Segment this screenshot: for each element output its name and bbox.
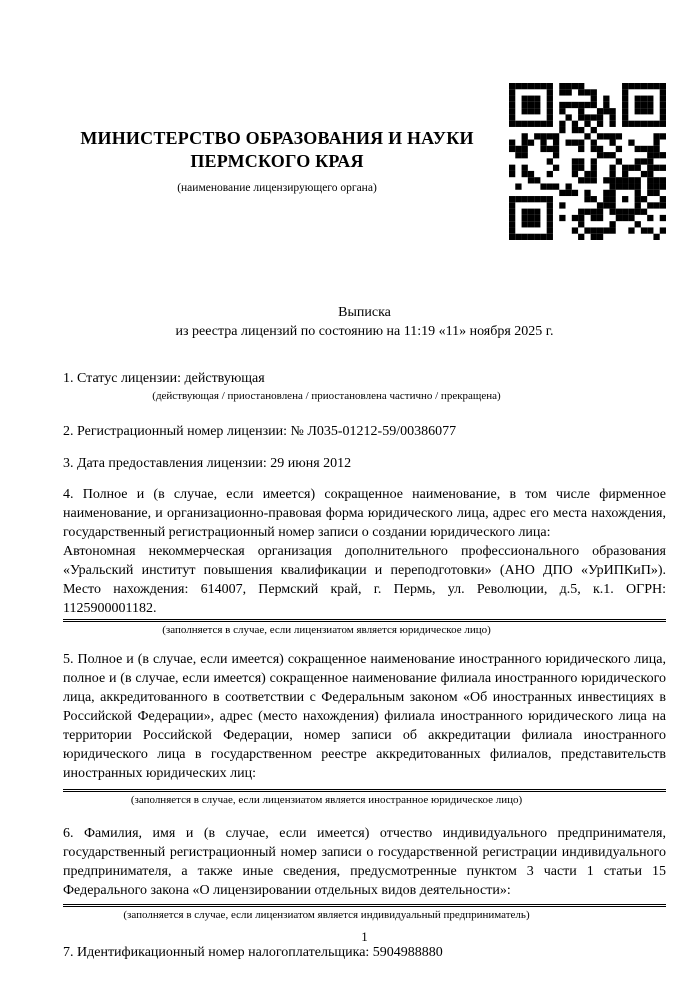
- item-5-label: 5. Полное и (в случае, если имеется) сокращенное наименование иностранного юридического лица, полное и (в случае, если имеется) сокращенное наименование филиала иностранного юридического лица, аккредитованного в соответствии с Федеральным законом «Об иностранных инвестициях в Российской Федерации», адрес (место нахождения) филиала иностранного юридического лица на территории Российской Федерации, номер записи об аккредитации филиала иностранного юридического лица в государственном реестре аккредитованных филиалов, представительств иностранных юридических лиц:: [63, 652, 666, 781]
- fill-line-individual-entrepreneur: [63, 904, 666, 907]
- ministry-name-line2: ПЕРМСКОГО КРАЯ: [190, 151, 364, 171]
- licensing-authority-block: [63, 83, 509, 195]
- title-line2: из реестра лицензий по состоянию на 11:19 «11» ноября 2025 г.: [175, 324, 554, 339]
- item-1-text: 1. Статус лицензии: действующая: [63, 371, 265, 386]
- item-6-label: 6. Фамилия, имя и (в случае, если имеется) отчество индивидуального предпринимателя, государственный регистрационный номер записи о государственной регистрации индивидуального предпринимателя, а также иные сведения, предусмотренные пунктом 3 части 1 статьи 15 Федерального закона «О лицензировании отдельных видов деятельности»:: [63, 826, 666, 898]
- item-3-text: 3. Дата предоставления лицензии: 29 июня 2012: [63, 456, 352, 471]
- fill-line-legal-entity: [63, 619, 666, 622]
- item-legal-entity: [63, 485, 666, 637]
- item-7-text: 7. Идентификационный номер налогоплательщика: 5904988880: [63, 945, 443, 960]
- item-4-value: Автономная некоммерческая организация дополнительного профессионального образования «Уральский институт повышения квалификации и переподготовки» (АНО ДПО «УрИПКиП»). Место нахождения: 614007, Пермский край, г. Пермь, ул. Революции, д.5, к.1. ОГРН: 1125900001182.: [63, 544, 666, 616]
- item-4-label: 4. Полное и (в случае, если имеется) сокращенное наименование, в том числе фирменное наименование, и организационно-правовая форма юридического лица, адрес его места нахождения, государственный регистрационный номер записи о создании юридического лица:: [63, 487, 666, 540]
- document-header: [63, 83, 666, 240]
- item-license-status: [63, 369, 666, 403]
- qr-code: [509, 83, 666, 240]
- item-registration-number: [63, 422, 666, 441]
- item-individual-entrepreneur: [63, 824, 666, 922]
- document-title: [63, 303, 666, 341]
- item-6-caption: (заполняется в случае, если лицензиатом является индивидуальный предприниматель): [123, 909, 530, 921]
- page-number: 1: [361, 929, 368, 944]
- item-license-date: [63, 454, 666, 473]
- authority-caption: (наименование лицензирующего органа): [177, 182, 377, 194]
- item-taxpayer-number: [63, 943, 666, 962]
- item-foreign-entity: [63, 650, 666, 807]
- title-line1: Выписка: [338, 305, 391, 320]
- fill-line-foreign-entity: [63, 789, 666, 792]
- item-5-caption: (заполняется в случае, если лицензиатом является иностранное юридическое лицо): [130, 794, 523, 806]
- item-2-text: 2. Регистрационный номер лицензии: № Л035-01212-59/00386077: [63, 424, 457, 439]
- ministry-name-line1: МИНИСТЕРСТВО ОБРАЗОВАНИЯ И НАУКИ: [80, 128, 474, 148]
- item-4-caption: (заполняется в случае, если лицензиатом является юридическое лицо): [162, 624, 491, 636]
- item-1-caption: (действующая / приостановлена / приостановлена частично / прекращена): [152, 390, 501, 402]
